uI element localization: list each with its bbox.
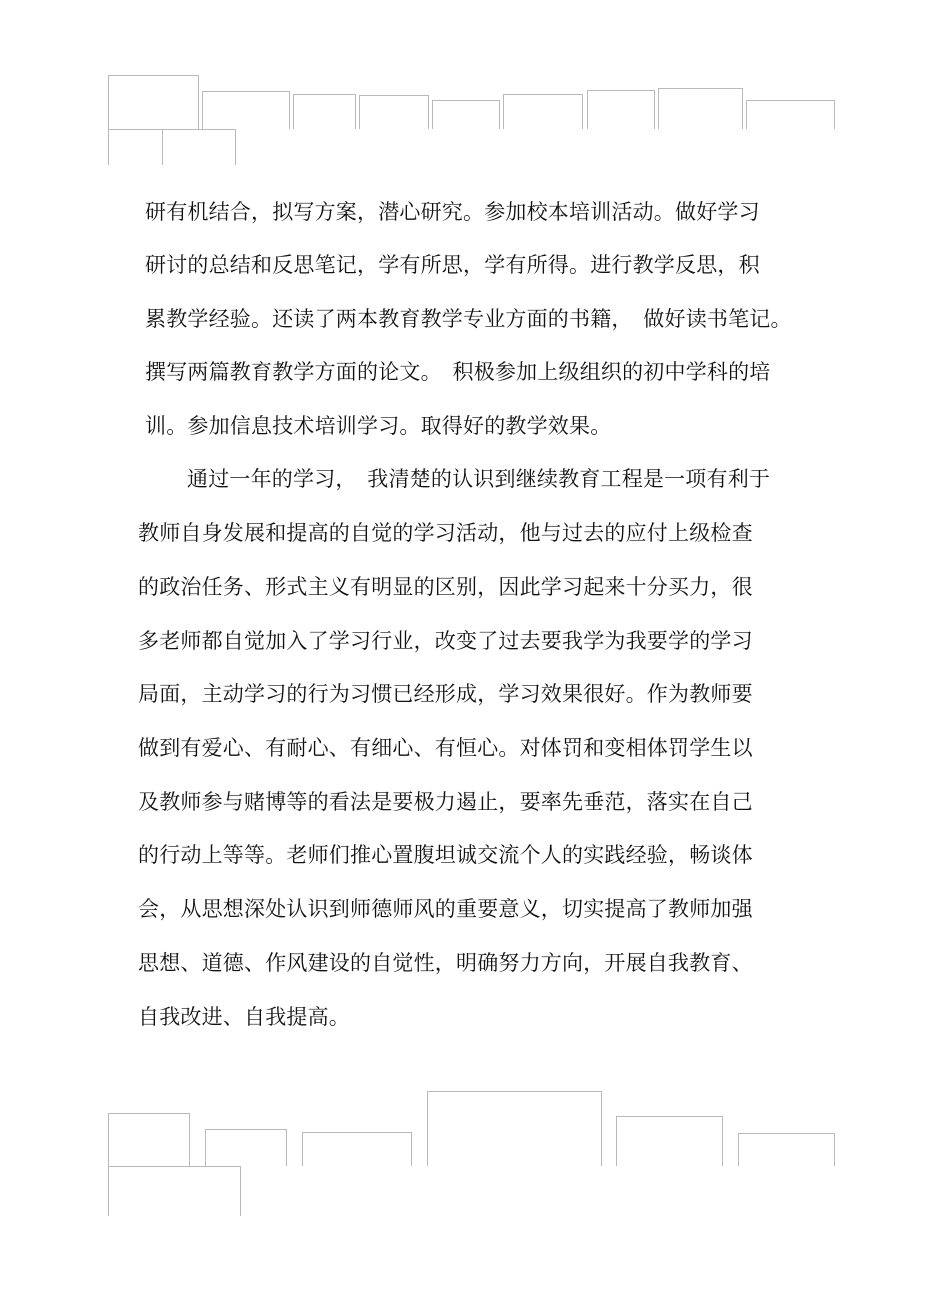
paragraph-first-line: 通过一年的学习， 我清楚的认识到继续教育工程是一项有利于 [187,467,771,491]
text-line: 多老师都自觉加入了学习行业，改变了过去要我学为我要学的学习 [138,629,753,653]
text-line: 会，从思想深处认识到师德师风的重要意义，切实提高了教师加强 [138,897,753,921]
text-line: 撰写两篇教育教学方面的论文。 积极参加上级组织的初中学科的培 [145,360,771,384]
text-line: 教师自身发展和提高的自觉的学习活动，他与过去的应付上级检查 [138,521,753,545]
text-line: 及教师参与赌博等的看法是要极力遏止，要率先垂范，落实在自己 [138,790,753,814]
text-line: 的政治任务、形式主义有明显的区别，因此学习起来十分买力，很 [138,575,753,599]
text-line: 思想、道德、作风建设的自觉性，明确努力方向，开展自我教育、 [138,951,753,975]
text-line: 的行动上等等。老师们推心置腹坦诚交流个人的实践经验，畅谈体 [138,843,753,867]
text-line: 自我改进、自我提高。 [138,1005,350,1029]
text-line: 训。参加信息技术培训学习。取得好的教学效果。 [145,414,612,438]
text-line: 局面，主动学习的行为习惯已经形成，学习效果很好。作为教师要 [138,682,753,706]
text-line: 做到有爱心、有耐心、有细心、有恒心。对体罚和变相体罚学生以 [138,736,753,760]
text-line: 研讨的总结和反思笔记，学有所思，学有所得。进行教学反思，积 [145,253,760,277]
text-line: 研有机结合，拟写方案，潜心研究。参加校本培训活动。做好学习 [145,200,760,224]
text-line: 累教学经验。还读了两本教育教学专业方面的书籍， 做好读书笔记。 [145,307,792,331]
